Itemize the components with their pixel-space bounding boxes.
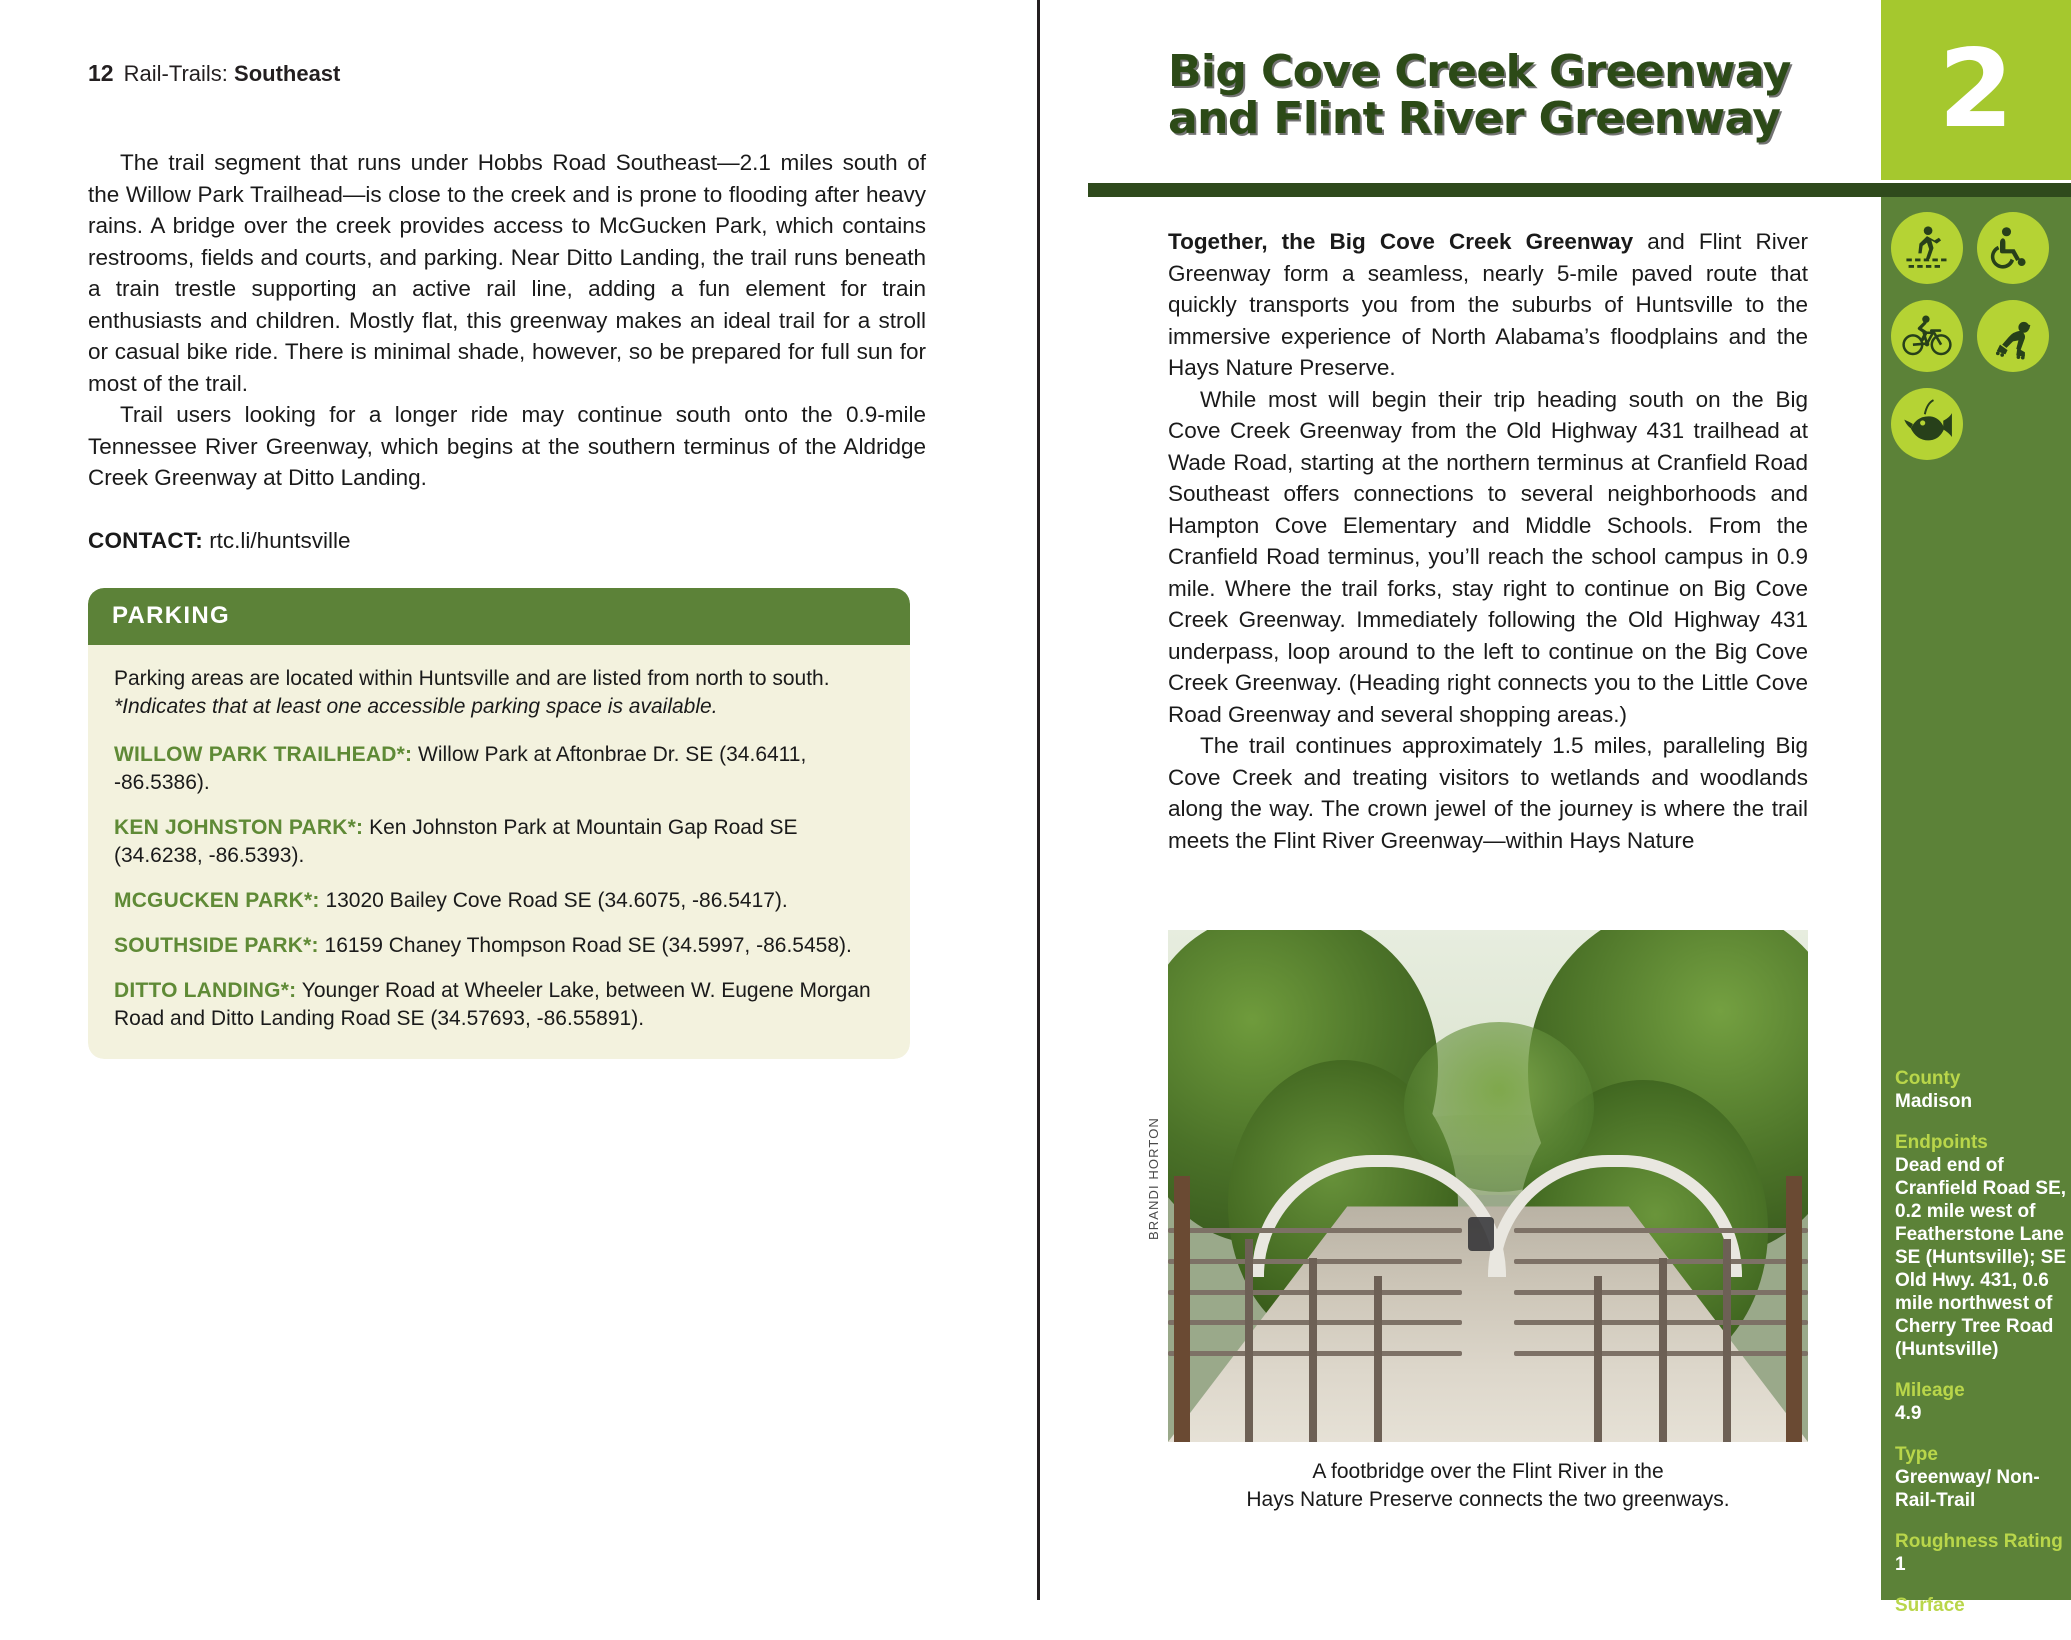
parking-item-name: DITTO LANDING*: bbox=[114, 979, 297, 1002]
fact-label-type: Type bbox=[1895, 1444, 1938, 1465]
page-title-line1: Big Cove Creek Greenway bbox=[1168, 46, 1791, 97]
trail-photograph bbox=[1168, 930, 1808, 1442]
parking-item bbox=[114, 741, 884, 797]
parking-item-detail: Willow Park at Aftonbrae Dr. SE (34.6411, -86.5386). bbox=[114, 743, 807, 794]
sidebar-content bbox=[1881, 197, 2071, 1639]
fact-value-surface: Asphalt, Concrete bbox=[1895, 1618, 2058, 1639]
photo-caption bbox=[1168, 1458, 1808, 1514]
parking-body bbox=[88, 645, 910, 1059]
left-body-column bbox=[88, 147, 926, 1059]
photo-railing-right bbox=[1514, 1135, 1808, 1442]
fact-label-roughness-rating: Roughness Rating bbox=[1895, 1531, 2063, 1552]
page-title bbox=[1168, 48, 1868, 142]
right-paragraph-2: While most will begin their trip heading south on the Big Cove Creek Greenway from the Old Highway 431 trailhead at Wade Road, starting at the northern terminus at Cranfield Road Southeast offers connections to several neighborhoods and Hampton Cove Elementary and Middle Schools. From the Cranfield Road terminus, you’ll reach the school campus in 0.9 mile. Where the trail forks, stay right to continue on Big Cove Creek Greenway. Immediately following the Old Highway 431 underpass, loop around to the left to continue on the Big Cove Creek Greenway. (Heading right connects you to the Little Cove Road Greenway and several shopping areas.) bbox=[1168, 386, 1808, 727]
parking-item-detail: 16159 Chaney Thompson Road SE (34.5997, -86.5458). bbox=[324, 934, 852, 957]
photo-wood-post-right bbox=[1786, 1176, 1802, 1442]
running-head bbox=[124, 61, 341, 87]
right-body-column bbox=[1168, 226, 1808, 856]
paragraph-1: The trail segment that runs under Hobbs Road Southeast—2.1 miles south of the Willow Park Trailhead—is close to the creek and is prone to flooding after heavy rains. A bridge over the creek provides access to McGucken Park, which contains restrooms, fields and courts, and parking. Near Ditto Landing, the trail runs beneath a train trestle supporting an active rail line, adding a fun element for train enthusiasts and children. Mostly flat, this greenway makes an ideal trail for a stroll or casual bike ride. There is minimal shade, however, so be prepared for full sun for most of the trail. bbox=[88, 150, 926, 396]
right-paragraph-1-rest: and Flint River Greenway form a seamless, nearly 5-mile paved route that quickly transports you from the suburbs of Huntsville to the immersive experience of North Alabama’s floodplains and the Hays Nature Preserve. bbox=[1168, 229, 1808, 380]
photo-wood-post-left bbox=[1174, 1176, 1190, 1442]
parking-item-detail: Ken Johnston Park at Mountain Gap Road SE (34.6238, -86.5393). bbox=[114, 816, 798, 867]
parking-heading: PARKING bbox=[88, 588, 910, 645]
running-head-plain: Rail-Trails: bbox=[123, 61, 235, 86]
parking-item-name: WILLOW PARK TRAILHEAD*: bbox=[114, 743, 413, 766]
right-paragraph-1 bbox=[1168, 226, 1808, 384]
parking-item bbox=[114, 977, 884, 1033]
parking-item bbox=[114, 932, 884, 960]
photo-caption-line2: Hays Nature Preserve connects the two greenways. bbox=[1246, 1488, 1730, 1511]
fact-label-surface: Surface bbox=[1895, 1595, 1965, 1616]
left-page bbox=[0, 0, 1037, 1600]
contact-label: CONTACT: bbox=[88, 527, 203, 553]
parking-item-name: KEN JOHNSTON PARK*: bbox=[114, 816, 364, 839]
page-title-line2: and Flint River Greenway bbox=[1168, 93, 1781, 144]
running-head-bold: Southeast bbox=[234, 61, 341, 86]
parking-item-detail: Younger Road at Wheeler Lake, between W. Eugene Morgan Road and Ditto Landing Road SE (34.57693, -86.55891). bbox=[114, 979, 871, 1030]
photo-bicycle bbox=[1468, 1217, 1494, 1251]
page-number: 12 bbox=[88, 60, 114, 86]
chapter-header bbox=[1040, 0, 2071, 180]
lead-in-text: Together, the Big Cove Creek Greenway bbox=[1168, 229, 1634, 254]
fact-value-endpoints: Dead end of Cranfield Road SE, 0.2 mile west of Featherstone Lane SE (Huntsville); SE Old Hwy. 431, 0.6 mile northwest of Cherry Tree Road (Huntsville) bbox=[1895, 1155, 2067, 1360]
parking-box bbox=[88, 588, 910, 1059]
trail-number: 2 bbox=[1938, 27, 2014, 152]
inline-skating-icon bbox=[1977, 300, 2049, 372]
folio bbox=[88, 60, 957, 87]
activity-icon-grid bbox=[1891, 212, 2067, 460]
fact-value-county: Madison bbox=[1895, 1091, 1973, 1112]
photo-caption-line1: A footbridge over the Flint River in the bbox=[1312, 1460, 1664, 1483]
fact-value-mileage: 4.9 bbox=[1895, 1403, 1922, 1424]
fact-label-endpoints: Endpoints bbox=[1895, 1132, 1988, 1153]
fishing-icon bbox=[1891, 388, 1963, 460]
fact-label-mileage: Mileage bbox=[1895, 1380, 1965, 1401]
bicycling-icon bbox=[1891, 300, 1963, 372]
header-divider-rule bbox=[1088, 183, 2071, 197]
contact-line bbox=[88, 525, 926, 557]
parking-item bbox=[114, 814, 884, 870]
fact-value-roughness-rating: 1 bbox=[1895, 1554, 1906, 1575]
photo-block bbox=[1146, 930, 1808, 1514]
trail-number-badge bbox=[1881, 0, 2071, 180]
parking-item-detail: 13020 Bailey Cove Road SE (34.6075, -86.5417). bbox=[325, 889, 788, 912]
parking-intro: Parking areas are located within Huntsville and are listed from north to south. bbox=[114, 667, 830, 690]
walking-icon bbox=[1891, 212, 1963, 284]
paragraph-2: Trail users looking for a longer ride may continue south onto the 0.9-mile Tennessee River Greenway, which begins at the southern terminus of the Aldridge Creek Greenway at Ditto Landing. bbox=[88, 402, 926, 490]
parking-item-name: MCGUCKEN PARK*: bbox=[114, 889, 320, 912]
photo-railing-left bbox=[1168, 1135, 1462, 1442]
trail-facts-list bbox=[1895, 1067, 2067, 1640]
right-page bbox=[1040, 0, 2071, 1639]
wheelchair-accessible-icon bbox=[1977, 212, 2049, 284]
parking-note: *Indicates that at least one accessible parking space is available. bbox=[114, 695, 718, 718]
fact-value-type: Greenway/ Non-Rail-Trail bbox=[1895, 1467, 2040, 1511]
parking-item-name: SOUTHSIDE PARK*: bbox=[114, 934, 319, 957]
parking-item bbox=[114, 887, 884, 915]
contact-value[interactable]: rtc.li/huntsville bbox=[209, 527, 351, 553]
photo-credit: BRANDI HORTON bbox=[1146, 1117, 1161, 1240]
right-paragraph-3: The trail continues approximately 1.5 miles, paralleling Big Cove Creek and treating visitors to wetlands and woodlands along the way. The crown jewel of the journey is where the trail meets the Flint River Greenway—within Hays Nature bbox=[1168, 733, 1808, 853]
fact-label-county: County bbox=[1895, 1068, 1961, 1089]
